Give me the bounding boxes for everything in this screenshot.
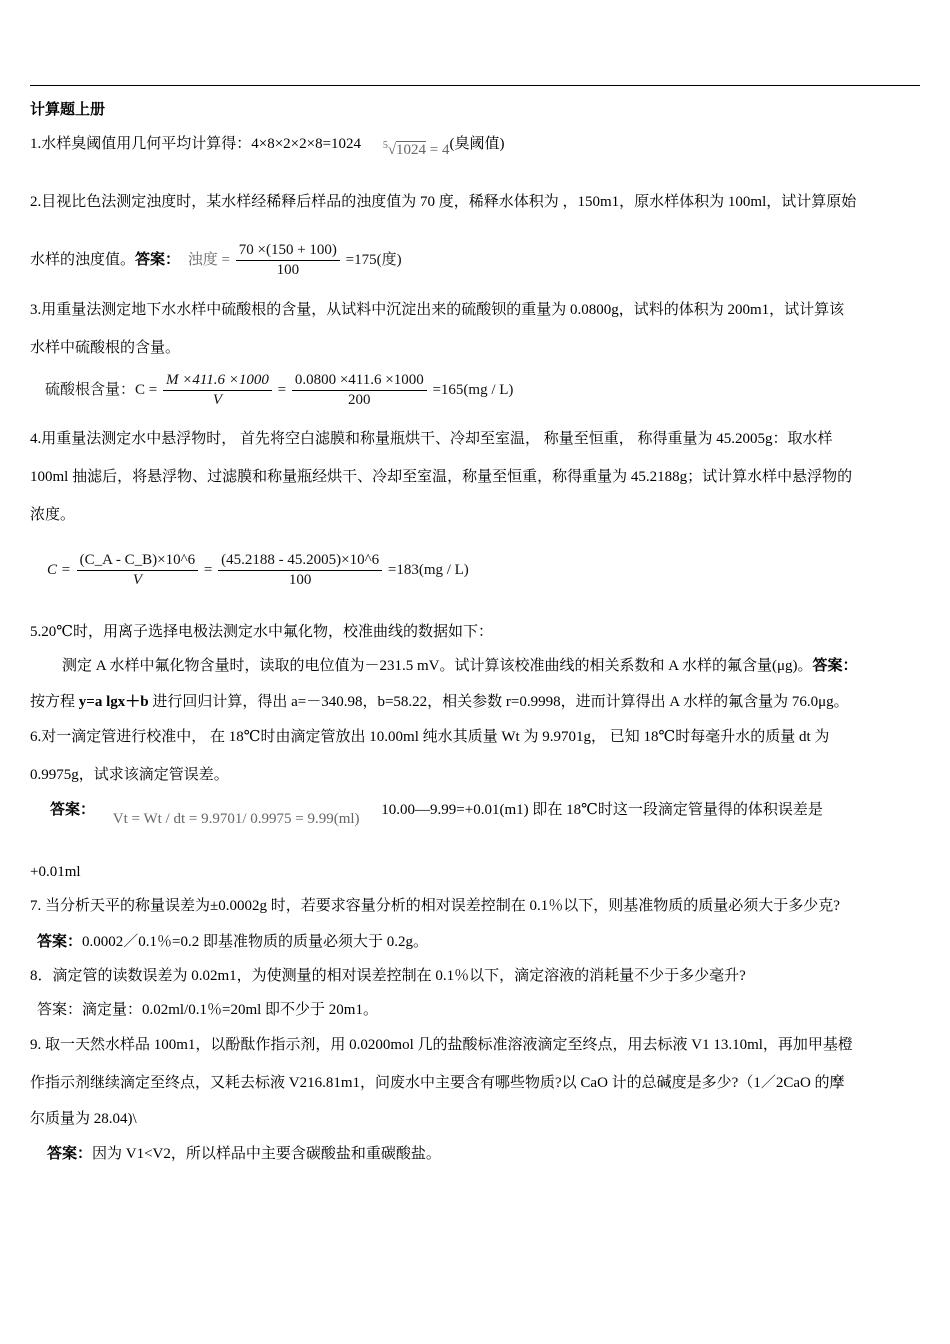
q4-result: =183(mg / L) [387, 562, 469, 578]
q1-suffix: (臭阈值) [449, 136, 505, 152]
q4-line2: 100ml 抽滤后，将悬浮物、过滤膜和称量瓶经烘干、冷却至室温，称量至恒重，称得重量为 45.2188g；试计算水样中悬浮物的 [30, 469, 853, 485]
q4-num2: (45.2188 - 45.2005)×10^6 [218, 551, 382, 571]
q4-line3: 浓度。 [30, 507, 76, 523]
q9-answer: 因为 V1<V2，所以样品中主要含碳酸盐和重碳酸盐。 [92, 1146, 441, 1162]
q2-answer-label: 答案： [135, 252, 181, 268]
question-1 [30, 134, 505, 158]
q5-line3 [30, 692, 849, 712]
q1-root-formula: $^5$√1024 = 4 [382, 140, 450, 158]
q5-suffix: 进行回归计算，得出 a=－340.98，b=58.22，相关参数 r=0.9998，进而计算得出 A 水样的氟含量为 76.0μg。 [148, 694, 849, 710]
q3-num1: M ×411.6 ×1000 [163, 371, 272, 391]
q5-line2-text: 测定 A 水样中氟化物含量时，读取的电位值为－231.5 mV。试计算该校准曲线的相关系数和 A 水样的氟含量(μg)。 [62, 658, 813, 674]
q2-line1: 2.目视比色法测定浊度时，某水样经稀释后样品的浊度值为 70 度，稀释水体积为 ，150m1，原水样体积为 100ml，试计算原始 [30, 194, 857, 210]
q3-den1: V [212, 392, 222, 409]
q2-numerator: 70 ×(150 + 100) [236, 241, 340, 261]
q7-answer-label: 答案： [37, 934, 83, 950]
q8-answer: 答案：滴定量：0.02ml/0.1％=20ml 即不少于 20m1。 [37, 1002, 378, 1018]
q6-answer [50, 800, 823, 827]
q4-lhs: C = [47, 562, 71, 578]
q3-result: =165(mg / L) [432, 382, 514, 398]
q4-line1: 4.用重量法测定水中悬浮物时， 首先将空白滤膜和称量瓶烘干、冷却至室温， 称量至恒重， 称得重量为 45.2005g：取水样 [30, 431, 833, 447]
q8-line1: 8．滴定管的读数误差为 0.02m1，为使测量的相对误差控制在 0.1％以下，滴定溶液的消耗量不少于多少毫升? [30, 968, 746, 984]
q1-text: 1.水样臭阈值用几何平均计算得：4×8×2×2×8=1024 [30, 136, 362, 152]
q9-line2: 作指示剂继续滴定至终点，又耗去标液 V216.81m1，问废水中主要含有哪些物质?以 CaO 计的总碱度是多少?（1／2CaO 的摩 [30, 1075, 845, 1091]
q1-result: = 4 [429, 142, 450, 158]
q3-line1: 3.用重量法测定地下水水样中硫酸根的含量，从试料中沉淀出来的硫酸钡的重量为 0.0800g，试料的体积为 200m1，试计算该 [30, 302, 845, 318]
header-rule [30, 85, 920, 86]
q4-den1: V [132, 572, 142, 589]
q1-radicand: 1024 [396, 142, 427, 158]
q5-line2 [62, 656, 858, 676]
q3-equals: = [277, 382, 287, 398]
q3-fraction-2 [292, 371, 427, 410]
q3-fraction-1 [163, 371, 272, 410]
q2-line2 [30, 238, 402, 282]
q2-denominator: 100 [276, 262, 300, 279]
q7-answer-line [37, 932, 428, 952]
q6-line1: 6.对一滴定管进行校准中， 在 18℃时由滴定管放出 10.00ml 纯水其质量 Wt 为 9.9701g， 已知 18℃时每毫升水的质量 dt 为 [30, 729, 830, 745]
q5-line1: 5.20℃时，用离子选择电极法测定水中氟化物，校准曲线的数据如下： [30, 624, 494, 640]
q3-line2: 水样中硫酸根的含量。 [30, 340, 181, 356]
q4-formula [47, 546, 469, 594]
q3-den2: 200 [348, 392, 371, 409]
q4-equals: = [203, 562, 213, 578]
q5-answer-label: 答案： [812, 658, 858, 674]
page-heading: 计算题上册 [30, 102, 106, 118]
q5-prefix: 按方程 [30, 694, 79, 710]
q6-line4: +0.01ml [30, 864, 81, 880]
q4-fraction-1 [77, 551, 199, 590]
q2-fraction [236, 241, 340, 280]
q7-answer: 0.0002／0.1％=0.2 即基准物质的质量必须大于 0.2g。 [82, 934, 428, 950]
q4-den2: 100 [288, 572, 312, 589]
q2-prefix: 水样的浊度值。 [30, 252, 136, 268]
q4-fraction-2 [218, 551, 382, 590]
q9-answer-label: 答案： [47, 1146, 93, 1162]
q6-line2: 0.9975g，试求该滴定管误差。 [30, 767, 229, 783]
q6-formula: Vt = Wt / dt = 9.9701/ 0.9975 = 9.99(ml) [112, 811, 360, 827]
q3-lhs: 硫酸根含量：C = [45, 382, 158, 398]
q9-line1: 9. 取一天然水样品 100m1，以酚酞作指示剂，用 0.0200mol 几的盐酸标准溶液滴定至终点，用去标液 V1 13.10ml，再加甲基橙 [30, 1037, 853, 1053]
q6-after: 10.00—9.99=+0.01(m1) 即在 18℃时这一段滴定管量得的体积误差是 [381, 802, 823, 818]
q6-answer-label: 答案： [50, 802, 96, 818]
q9-line3: 尔质量为 28.04)\ [30, 1111, 137, 1127]
q2-lhs: 浊度 = [187, 252, 230, 268]
q2-result: =175(度) [345, 252, 402, 268]
q3-num2: 0.0800 ×411.6 ×1000 [292, 371, 427, 391]
q4-num1: (C_A - C_B)×10^6 [77, 551, 199, 571]
q3-formula [45, 368, 513, 412]
q9-answer-line [47, 1144, 441, 1164]
q1-root-index: 5 [382, 140, 388, 151]
q5-equation: y=a lgx＋b [78, 694, 149, 710]
q7-line1: 7. 当分析天平的称量误差为±0.0002g 时，若要求容量分析的相对误差控制在 0.1％以下，则基准物质的质量必须大于多少克? [30, 898, 840, 914]
